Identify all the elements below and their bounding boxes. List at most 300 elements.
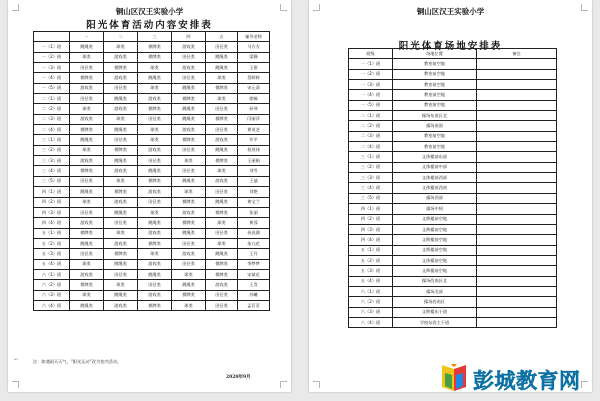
table-cell: 棋牌类 xyxy=(206,259,238,269)
class-cell: 一（4）班 xyxy=(34,73,70,83)
table-cell xyxy=(477,286,557,296)
table-cell: 学校东西主干道 xyxy=(393,317,477,327)
document-page-venue-schedule xyxy=(309,0,592,392)
class-cell: 四（1）班 xyxy=(34,187,70,197)
table-cell xyxy=(477,121,557,131)
table-cell: 跳绳类 xyxy=(172,228,206,238)
table-cell xyxy=(477,183,557,193)
table-cell: 游戏类 xyxy=(206,135,238,145)
class-cell: 三（3）班 xyxy=(34,156,70,166)
crop-mark xyxy=(12,381,19,388)
table-cell: 跳绳类 xyxy=(206,197,238,207)
table-cell: 游戏类 xyxy=(104,52,138,62)
class-cell: 一（5）班 xyxy=(349,100,393,110)
table-cell: 田径类 xyxy=(172,259,206,269)
class-cell: 二（4）班 xyxy=(349,142,393,152)
table-row xyxy=(349,90,557,100)
class-cell: 六（2）班 xyxy=(34,280,70,290)
table-cell: 球类 xyxy=(104,176,138,186)
table-row xyxy=(34,94,270,104)
table-cell: 操场北部 xyxy=(393,286,477,296)
class-cell: 三（2）班 xyxy=(349,162,393,172)
table-cell: 跳绳类 xyxy=(70,300,104,310)
table-cell: 田径类 xyxy=(70,63,104,73)
table-cell: 田径类 xyxy=(206,228,238,238)
table-cell: 蔡婷婷 xyxy=(238,73,270,83)
table-cell: 球类 xyxy=(104,114,138,124)
class-cell: 五（1）班 xyxy=(34,228,70,238)
table-cell: 教室前空地 xyxy=(393,131,477,141)
table-cell xyxy=(477,317,557,327)
table-cell: 棋牌类 xyxy=(138,104,172,114)
table-cell xyxy=(477,276,557,286)
table-cell: 田径类 xyxy=(70,207,104,217)
table-cell: 游戏类 xyxy=(70,83,104,93)
class-cell: 五（1）班 xyxy=(349,245,393,255)
table-cell: 游戏类 xyxy=(104,104,138,114)
class-cell: 三（4）班 xyxy=(349,183,393,193)
table-row xyxy=(349,193,557,203)
table-row xyxy=(349,276,557,286)
table-cell: 棋牌类 xyxy=(138,52,172,62)
table-cell: 球类 xyxy=(104,42,138,52)
column-header xyxy=(34,32,70,42)
table-cell: 文体楼前东部 xyxy=(393,152,477,162)
table-row xyxy=(349,266,557,276)
table-cell: 苏曦 xyxy=(238,290,270,300)
table-cell: 跳绳类 xyxy=(70,42,104,52)
table-cell: 跳绳类 xyxy=(104,156,138,166)
table-row xyxy=(349,307,557,317)
table-cell: 王丽娟 xyxy=(238,156,270,166)
table-cell: 田径类 xyxy=(138,156,172,166)
table-cell: 田径类 xyxy=(104,269,138,279)
table-cell: 棋牌类 xyxy=(206,207,238,217)
table-cell: 田径类 xyxy=(172,52,206,62)
table-cell: 棋牌类 xyxy=(70,228,104,238)
table-cell: 棋牌类 xyxy=(206,83,238,93)
table-cell: 棋牌类 xyxy=(70,280,104,290)
table-cell: 田径类 xyxy=(206,104,238,114)
table-row xyxy=(34,125,270,135)
table-cell: 跳绳类 xyxy=(70,187,104,197)
table-row xyxy=(34,300,270,310)
class-cell: 六（1）班 xyxy=(349,286,393,296)
table-cell: 文辉楼前空地 xyxy=(393,224,477,234)
table-cell: 田径类 xyxy=(206,300,238,310)
table-cell: 游戏类 xyxy=(70,218,104,228)
table-cell: 球类 xyxy=(138,125,172,135)
table-row xyxy=(349,235,557,245)
table-row xyxy=(349,173,557,183)
column-header: 三 xyxy=(138,32,172,42)
table-cell: 文辉楼前空地 xyxy=(393,235,477,245)
table-cell: 跳绳类 xyxy=(104,125,138,135)
class-cell: 一（1）班 xyxy=(349,59,393,69)
table-cell: 游戏类 xyxy=(70,114,104,124)
table-cell: 游戏类 xyxy=(172,63,206,73)
table-cell: 王银 xyxy=(238,63,270,73)
table-cell: 球类 xyxy=(172,156,206,166)
table-cell xyxy=(477,173,557,183)
class-cell: 三（5）班 xyxy=(34,176,70,186)
table-cell xyxy=(477,59,557,69)
class-cell: 六（4）班 xyxy=(34,300,70,310)
table-cell: 跳绳类 xyxy=(172,114,206,124)
table-cell: 棋牌类 xyxy=(104,249,138,259)
table-cell: 游戏类 xyxy=(104,197,138,207)
table-row xyxy=(349,317,557,327)
table-row xyxy=(349,162,557,172)
table-cell: 游戏类 xyxy=(206,176,238,186)
table-cell xyxy=(477,307,557,317)
table-cell: 球类 xyxy=(70,145,104,155)
table-cell: 徐畅 xyxy=(238,94,270,104)
table-cell: 文辉楼前空地 xyxy=(393,266,477,276)
table-cell xyxy=(477,255,557,265)
table-cell: 游戏类 xyxy=(138,290,172,300)
table-row xyxy=(349,100,557,110)
table-cell: 棋牌类 xyxy=(138,42,172,52)
table-cell: 操场西南区北 xyxy=(393,276,477,286)
table-cell: 游戏类 xyxy=(104,238,138,248)
table-cell xyxy=(477,131,557,141)
table-cell: 跳绳类 xyxy=(104,290,138,300)
table-cell: 棋牌类 xyxy=(104,187,138,197)
class-cell: 一（2）班 xyxy=(349,69,393,79)
watermark-text: 彭城教育网 xyxy=(473,369,581,393)
table-cell: 文体楼前西部 xyxy=(393,173,477,183)
table-cell: 游戏类 xyxy=(138,94,172,104)
table-cell: 田径类 xyxy=(138,280,172,290)
table-row xyxy=(349,111,557,121)
table-cell: 球类 xyxy=(138,135,172,145)
table-cell: 球类 xyxy=(172,300,206,310)
table-cell: 游戏类 xyxy=(104,166,138,176)
class-cell: 二（3）班 xyxy=(349,131,393,141)
table-cell: 孙虎湖 xyxy=(238,228,270,238)
table-cell: 棋牌类 xyxy=(172,135,206,145)
class-cell: 一（1）班 xyxy=(34,42,70,52)
table-row xyxy=(349,183,557,193)
table-cell: 棋牌类 xyxy=(104,145,138,155)
table-cell: 球类 xyxy=(172,269,206,279)
table-row xyxy=(34,166,270,176)
table-cell: 跳绳类 xyxy=(206,63,238,73)
table-cell: 黄英芝 xyxy=(238,125,270,135)
table-cell: 球类 xyxy=(70,104,104,114)
table-cell: 游戏类 xyxy=(104,300,138,310)
table-cell xyxy=(477,69,557,79)
table-cell: 田径类 xyxy=(70,249,104,259)
table-row xyxy=(349,131,557,141)
table-cell: 跳绳类 xyxy=(206,249,238,259)
table-row xyxy=(34,218,270,228)
crop-mark xyxy=(280,381,287,388)
table-row xyxy=(349,214,557,224)
table-header-row xyxy=(34,32,270,42)
table-cell: 文辉楼东干道 xyxy=(393,307,477,317)
table-cell: 文体楼前空地 xyxy=(393,255,477,265)
table-row xyxy=(34,290,270,300)
table-row xyxy=(34,207,270,217)
table-cell: 棋牌类 xyxy=(138,238,172,248)
table-cell: 权茂伟 xyxy=(238,145,270,155)
table-cell: 球类 xyxy=(138,63,172,73)
table-row xyxy=(349,121,557,131)
class-cell: 三（3）班 xyxy=(349,173,393,183)
table-cell: 棋牌类 xyxy=(104,63,138,73)
table-cell: 棋牌类 xyxy=(172,94,206,104)
table-row xyxy=(349,142,557,152)
class-cell: 一（3）班 xyxy=(34,63,70,73)
class-cell: 三（4）班 xyxy=(34,166,70,176)
table-cell: 文体楼前西南 xyxy=(393,183,477,193)
table-cell: 田径类 xyxy=(138,197,172,207)
table-cell: 球类 xyxy=(104,280,138,290)
table-cell: 田径类 xyxy=(206,187,238,197)
table-cell xyxy=(477,111,557,121)
table-cell: 王迪 xyxy=(238,176,270,186)
table-cell: 游戏类 xyxy=(138,259,172,269)
table-row xyxy=(349,297,557,307)
table-cell: 球类 xyxy=(172,187,206,197)
table-cell: 李梦梦 xyxy=(238,259,270,269)
table-cell: 田径类 xyxy=(70,176,104,186)
table-row xyxy=(349,59,557,69)
table-cell: 王青 xyxy=(238,280,270,290)
table-row xyxy=(34,145,270,155)
table-cell: 游戏类 xyxy=(138,228,172,238)
table-cell: 球类 xyxy=(206,166,238,176)
school-name: 铜山区汉王实验小学 xyxy=(416,7,485,16)
table-cell: 游戏类 xyxy=(172,42,206,52)
table-cell xyxy=(477,142,557,152)
table-cell: 游戏类 xyxy=(70,269,104,279)
table-cell: 朱亢花 xyxy=(238,238,270,248)
table-cell: 棋牌类 xyxy=(138,300,172,310)
class-cell: 一（3）班 xyxy=(349,80,393,90)
table-cell xyxy=(477,214,557,224)
table-row xyxy=(34,249,270,259)
table-body xyxy=(349,59,557,328)
table-cell: 游戏类 xyxy=(172,207,206,217)
table-cell: 刘艳 xyxy=(238,187,270,197)
table-cell: 跳绳类 xyxy=(172,83,206,93)
table-row xyxy=(34,238,270,248)
table-cell: 棋牌类 xyxy=(70,166,104,176)
table-cell: 操场西部 xyxy=(393,193,477,203)
table-row xyxy=(34,63,270,73)
table-cell: 跳绳类 xyxy=(70,238,104,248)
table-row xyxy=(34,280,270,290)
table-cell xyxy=(477,90,557,100)
table-cell: 棋牌类 xyxy=(172,218,206,228)
table-cell: 跳绳类 xyxy=(104,259,138,269)
table-cell: 田径类 xyxy=(70,94,104,104)
class-cell: 四（3）班 xyxy=(34,207,70,217)
table-cell xyxy=(477,297,557,307)
table-cell: 宋斌花 xyxy=(238,269,270,279)
table-cell: 操场西南区 xyxy=(393,297,477,307)
table-cell xyxy=(477,245,557,255)
class-cell: 一（5）班 xyxy=(34,83,70,93)
table-cell: 文辉楼前空地 xyxy=(393,214,477,224)
table-cell: 球类 xyxy=(138,83,172,93)
table-cell: 田径类 xyxy=(206,42,238,52)
document-title: 阳光体育活动内容安排表 xyxy=(86,20,213,31)
table-row xyxy=(34,42,270,52)
table-row xyxy=(34,114,270,124)
table-cell: 棋牌类 xyxy=(138,176,172,186)
table-row xyxy=(34,52,270,62)
rain-note: 注：如遇雨天天气，“阳光运动”改为室内活动。 xyxy=(33,359,122,364)
table-row xyxy=(34,135,270,145)
class-cell: 四（1）班 xyxy=(349,204,393,214)
table-cell: 马方方 xyxy=(238,42,270,52)
class-cell: 六（3）班 xyxy=(349,307,393,317)
class-cell: 二（4）班 xyxy=(34,125,70,135)
table-row xyxy=(34,156,270,166)
class-cell: 二（1）班 xyxy=(34,94,70,104)
table-cell: 教室前空地 xyxy=(393,142,477,152)
document-title: 阳光体育场地安排表 xyxy=(398,41,503,52)
table-cell: 田径类 xyxy=(104,83,138,93)
table-cell: 田径类 xyxy=(104,218,138,228)
table-cell: 黄宝兰 xyxy=(238,197,270,207)
class-cell: 一（2）班 xyxy=(34,52,70,62)
class-cell: 五（3）班 xyxy=(34,249,70,259)
table-cell: 球类 xyxy=(206,73,238,83)
document-date: 2020年9月 xyxy=(226,375,251,380)
column-header: 二 xyxy=(104,32,138,42)
class-cell: 五（2）班 xyxy=(349,255,393,265)
class-cell: 二（1）班 xyxy=(349,111,393,121)
table-cell xyxy=(477,162,557,172)
class-cell: 三（1）班 xyxy=(34,135,70,145)
table-cell: 田径类 xyxy=(172,145,206,155)
table-row xyxy=(34,104,270,114)
table-cell: 跳绳类 xyxy=(172,176,206,186)
table-row xyxy=(349,80,557,90)
table-cell xyxy=(477,100,557,110)
table-cell: 球类 xyxy=(138,249,172,259)
table-cell: 许平 xyxy=(238,135,270,145)
table-cell: 游戏类 xyxy=(138,187,172,197)
table-cell: 跳绳类 xyxy=(138,269,172,279)
class-cell: 二（2）班 xyxy=(349,121,393,131)
table-cell: 田径类 xyxy=(206,125,238,135)
table-cell: 跳绳类 xyxy=(206,145,238,155)
table-cell: 操场南面 xyxy=(393,121,477,131)
column-header: 备注 xyxy=(477,49,557,59)
table-cell: 田径类 xyxy=(206,290,238,300)
class-cell: 三（2）班 xyxy=(34,145,70,155)
class-cell: 二（2）班 xyxy=(34,104,70,114)
table-cell: 操场中间 xyxy=(393,204,477,214)
crop-mark xyxy=(313,381,320,388)
table-row xyxy=(349,255,557,265)
table-cell: 跳绳类 xyxy=(172,280,206,290)
table-cell: 跳绳类 xyxy=(138,73,172,83)
table-cell: 孙琴 xyxy=(238,104,270,114)
table-cell: 文体楼前中部 xyxy=(393,162,477,172)
table-header-row xyxy=(349,49,557,59)
table-cell: 球类 xyxy=(70,290,104,300)
table-cell: 游戏类 xyxy=(172,125,206,135)
class-cell: 四（3）班 xyxy=(349,224,393,234)
table-cell: 球类 xyxy=(70,52,104,62)
table-cell: 球类 xyxy=(138,207,172,217)
table-cell: 棋牌类 xyxy=(172,290,206,300)
class-cell: 四（4）班 xyxy=(34,218,70,228)
table-cell: 游戏类 xyxy=(70,156,104,166)
table-cell: 棋牌类 xyxy=(206,114,238,124)
column-header: 场地位置 xyxy=(393,49,477,59)
table-cell xyxy=(477,193,557,203)
class-cell: 五（4）班 xyxy=(34,259,70,269)
table-row xyxy=(34,73,270,83)
table-cell: 田径类 xyxy=(104,135,138,145)
table-cell: 教室前空地 xyxy=(393,80,477,90)
table-row xyxy=(34,269,270,279)
class-cell: 二（3）班 xyxy=(34,114,70,124)
table-cell: 田径类 xyxy=(172,238,206,248)
table-cell: 教室前空地 xyxy=(393,69,477,79)
table-cell xyxy=(477,266,557,276)
table-cell: 球类 xyxy=(70,259,104,269)
table-cell: 游戏类 xyxy=(206,280,238,290)
table-cell: 宋元清 xyxy=(238,83,270,93)
class-cell: 六（4）班 xyxy=(349,317,393,327)
table-body xyxy=(34,42,270,311)
class-cell: 四（2）班 xyxy=(34,197,70,207)
table-cell: 球类 xyxy=(104,228,138,238)
table-cell: 球类 xyxy=(70,197,104,207)
class-cell: 六（1）班 xyxy=(34,269,70,279)
class-cell: 四（2）班 xyxy=(349,214,393,224)
class-cell: 六（3）班 xyxy=(34,290,70,300)
column-header: 四 xyxy=(172,32,206,42)
table-cell: 球类 xyxy=(206,218,238,228)
table-row xyxy=(349,204,557,214)
paragraph-mark-icon: ↵ xyxy=(14,357,19,363)
venue-schedule-table xyxy=(348,48,557,328)
table-row xyxy=(34,176,270,186)
table-row xyxy=(349,286,557,296)
table-cell xyxy=(477,224,557,234)
table-cell: 球类 xyxy=(206,238,238,248)
class-cell: 三（5）班 xyxy=(349,193,393,203)
table-cell: 闫丽萍 xyxy=(238,114,270,124)
table-row xyxy=(349,224,557,234)
table-cell: 棋牌类 xyxy=(206,156,238,166)
table-cell: 跳绳类 xyxy=(70,135,104,145)
table-row xyxy=(349,69,557,79)
table-cell xyxy=(477,152,557,162)
table-cell: 王丹 xyxy=(238,249,270,259)
table-cell: 田径类 xyxy=(172,73,206,83)
table-cell: 教室前空地 xyxy=(393,59,477,69)
table-cell: 文辉楼前空地 xyxy=(393,245,477,255)
table-row xyxy=(34,197,270,207)
table-cell xyxy=(477,235,557,245)
table-cell: 孟茗茗 xyxy=(238,300,270,310)
table-row xyxy=(34,228,270,238)
table-cell: 黄蓉 xyxy=(238,218,270,228)
table-row xyxy=(34,83,270,93)
table-cell: 跳绳类 xyxy=(172,104,206,114)
